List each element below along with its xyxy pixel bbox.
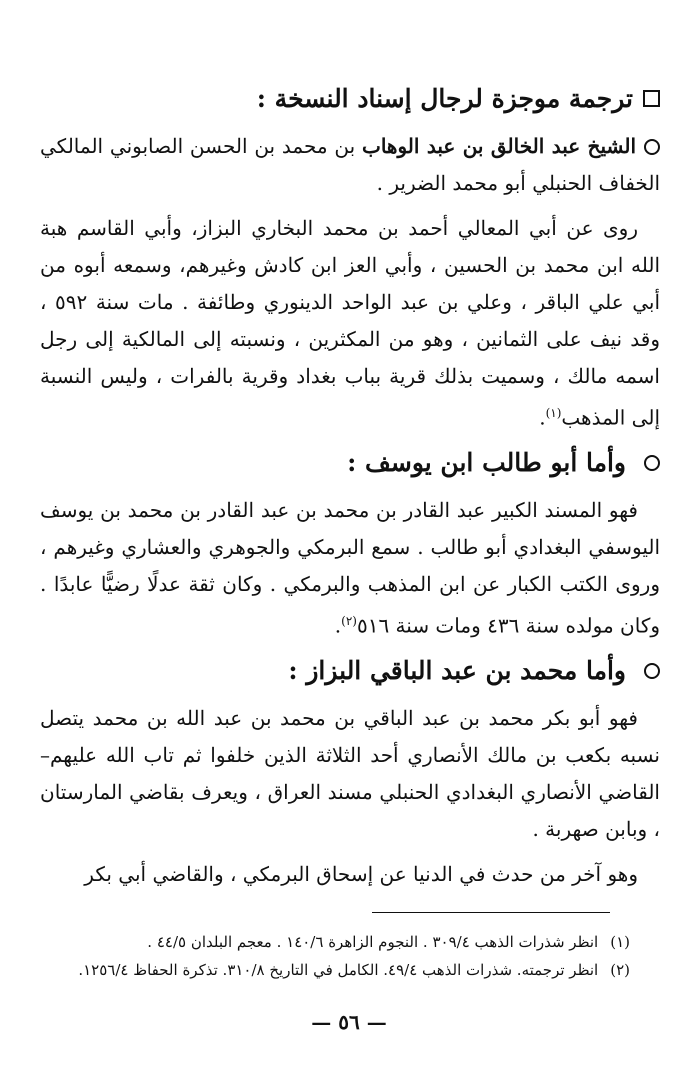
circle-bullet-icon <box>644 139 660 155</box>
entry-albazzaz-continued: وهو آخر من حدث في الدنيا عن إسحاق البرمكي ، والقاضي أبي بكر <box>84 861 638 886</box>
footnote-ref: (٢) <box>341 613 357 628</box>
entry-albazzaz-body: فهو أبو بكر محمد بن عبد الباقي بن محمد بن عبد الله بن محمد يتصل نسبه بكعب بن مالك الأنصاري أحد الثلاثة الذين خلفوا ثم تاب الله عليهم– القاضي الأنصاري البغدادي الحنبلي مسند العراق ، ويعرف بقاضي المارستان ، وبابن صهربة . <box>40 705 660 841</box>
page-body <box>40 80 660 901</box>
footnote-divider <box>372 912 610 913</box>
entry-abdulkhaliq-body: روى عن أبي المعالي أحمد بن محمد البخاري البزاز، وأبي القاسم هبة الله ابن محمد بن الحسين ، وأبي العز ابن كادش وغيرهم، وسمعه أبوه من أبي علي الباقر ، وعلي بن عبد الواحد الدينوري وطائفة . مات سنة ٥٩٢ ، وقد نيف على الثمانين ، وهو من المكثرين ، ونسبته إلى المالكية إلى رجل اسمه مالك ، وسميت بذلك قرية بباب بغداد وقرية بالفرات ، وليس النسبة إلى المذهب$^{(١)}$. <box>40 215 661 430</box>
circle-bullet-icon <box>644 455 660 471</box>
footnote-1: (١) انظر شذرات الذهب ٣٠٩/٤ . النجوم الزاهرة ١٤٠/٦ . معجم البلدان ٤٤/٥ . <box>147 933 630 951</box>
entry-lead: بن محمد بن الحسن الصابوني المالكي الخفاف الحنبلي أبو محمد الضرير . <box>40 133 660 195</box>
entry-abu-talib-body: فهو المسند الكبير عبد القادر بن محمد بن عبد القادر بن محمد بن يوسف اليوسفي البغدادي أبو طالب . سمع البرمكي والجوهري والعشاري وغيرهم ، وروى الكتب الكبار عن ابن المذهب والبرمكي . وكان ثقة عدلًا رضيًّا عابدًا . وكان مولده سنة ٤٣٦ ومات سنة ٥١٦$^{(٢)}$. <box>40 497 660 638</box>
circle-bullet-icon <box>644 663 660 679</box>
page-number: — ٥٦ — <box>311 1010 387 1034</box>
subheading-abu-talib: وأما أبو طالب ابن يوسف : <box>40 444 660 482</box>
entry-name: الشيخ عبد الخالق بن عبد الوهاب <box>361 133 636 158</box>
subheading-muhammad-albazzaz: وأما محمد بن عبد الباقي البزاز : <box>40 652 660 690</box>
footnote-2: (٢) انظر ترجمته. شذرات الذهب ٤٩/٤. الكامل في التاريخ ٣١٠/٨. تذكرة الحفاظ ١٢٥٦/٤. <box>78 961 630 979</box>
square-bullet-icon <box>643 90 660 107</box>
entry-abdulkhaliq-intro <box>40 128 660 202</box>
footnote-ref: (١) <box>545 405 562 420</box>
footnotes <box>40 928 630 984</box>
section-title: ترجمة موجزة لرجال إسناد النسخة : <box>256 84 633 113</box>
section-heading <box>40 80 660 118</box>
